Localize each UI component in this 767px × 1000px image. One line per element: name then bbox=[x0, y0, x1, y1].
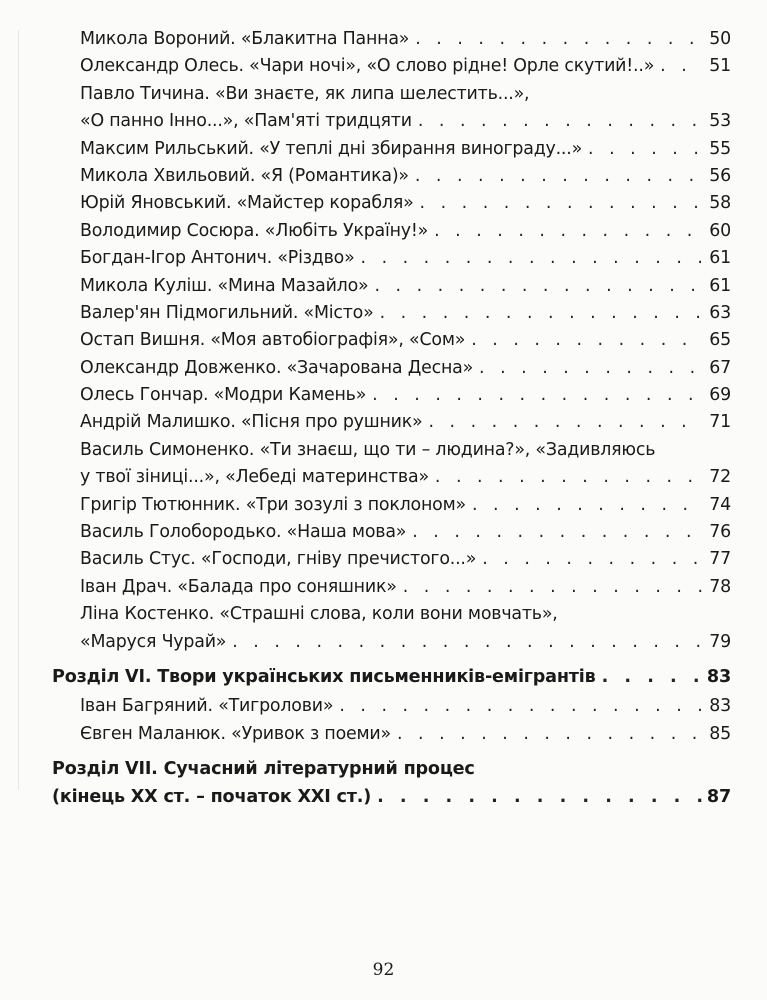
toc-entry[interactable] bbox=[0, 382, 767, 409]
toc-entry[interactable] bbox=[0, 81, 767, 136]
toc-entry-title: Микола Куліш. «Мина Мазайло» bbox=[80, 275, 369, 296]
dot-leader bbox=[434, 218, 703, 245]
section-gap bbox=[0, 811, 767, 813]
toc-line bbox=[0, 327, 767, 354]
toc-page-number: 74 bbox=[709, 494, 731, 515]
toc-line bbox=[0, 756, 767, 783]
toc-line bbox=[0, 492, 767, 519]
dot-leader bbox=[232, 629, 703, 656]
toc-line bbox=[0, 464, 767, 491]
toc-page-number: 55 bbox=[709, 138, 731, 159]
toc-line bbox=[0, 81, 767, 108]
toc-line bbox=[0, 546, 767, 573]
toc-page-number: 83 bbox=[709, 696, 731, 717]
toc-entry-title: Олесь Гончар. «Модри Камень» bbox=[80, 385, 367, 406]
toc-entry-title: Григір Тютюнник. «Три зозулі з поклоном» bbox=[80, 494, 466, 515]
dot-leader bbox=[420, 190, 703, 217]
toc-entry[interactable] bbox=[0, 245, 767, 272]
dot-leader bbox=[418, 108, 703, 135]
dot-leader bbox=[660, 53, 703, 80]
toc-entry[interactable] bbox=[0, 492, 767, 519]
dot-leader bbox=[482, 546, 703, 573]
toc-line bbox=[0, 136, 767, 163]
toc-line bbox=[0, 108, 767, 135]
dot-leader bbox=[479, 355, 703, 382]
table-of-contents bbox=[0, 26, 767, 813]
toc-line bbox=[0, 190, 767, 217]
toc-entry-title: «Маруся Чурай» bbox=[80, 631, 227, 652]
dot-leader bbox=[472, 492, 703, 519]
toc-page-number: 77 bbox=[709, 549, 731, 570]
toc-entry[interactable] bbox=[0, 136, 767, 163]
toc-entry-title: Олександр Довженко. «Зачарована Десна» bbox=[80, 357, 474, 378]
toc-entry[interactable] bbox=[0, 721, 767, 748]
toc-entry[interactable] bbox=[0, 437, 767, 492]
toc-entry-title: Микола Хвильовий. «Я (Романтика)» bbox=[80, 165, 409, 186]
toc-page-number: 76 bbox=[709, 522, 731, 543]
toc-entry-title: Василь Стус. «Господи, гніву пречистого...» bbox=[80, 549, 477, 570]
toc-entry[interactable] bbox=[0, 163, 767, 190]
toc-page-number: 72 bbox=[709, 467, 731, 488]
toc-entry-title: Павло Тичина. «Ви знаєте, як липа шелестить...», bbox=[80, 83, 530, 104]
toc-page-number: 87 bbox=[706, 786, 731, 807]
toc-line bbox=[0, 382, 767, 409]
toc-entry-title: Василь Голобородько. «Наша мова» bbox=[80, 522, 407, 543]
toc-entry[interactable] bbox=[0, 574, 767, 601]
section-gap bbox=[0, 748, 767, 756]
toc-entry[interactable] bbox=[0, 218, 767, 245]
dot-leader bbox=[380, 300, 703, 327]
toc-page-number: 78 bbox=[709, 576, 731, 597]
dot-leader bbox=[588, 136, 703, 163]
toc-line bbox=[0, 53, 767, 80]
toc-entry-title: Валер'ян Підмогильний. «Місто» bbox=[80, 302, 374, 323]
dot-leader bbox=[471, 327, 703, 354]
toc-page-number: 67 bbox=[709, 357, 731, 378]
toc-page-number: 63 bbox=[709, 302, 731, 323]
toc-entry[interactable] bbox=[0, 26, 767, 53]
toc-entry-title: «О панно Інно...», «Пам'яті тридцяти bbox=[80, 111, 412, 132]
toc-entry-title: Ліна Костенко. «Страшні слова, коли вони мовчать», bbox=[80, 604, 558, 625]
toc-entry-title: Максим Рильський. «У теплі дні збирання винограду...» bbox=[80, 138, 583, 159]
toc-entry-title: Василь Симоненко. «Ти знаєш, що ти – людина?», «Задивляюсь bbox=[80, 439, 656, 460]
toc-line bbox=[0, 601, 767, 628]
dot-leader bbox=[602, 664, 703, 691]
toc-line bbox=[0, 218, 767, 245]
dot-leader bbox=[377, 784, 703, 811]
toc-line bbox=[0, 784, 767, 811]
toc-page-number: 79 bbox=[709, 631, 731, 652]
toc-entry-title: Іван Драч. «Балада про соняшник» bbox=[80, 576, 397, 597]
dot-leader bbox=[339, 693, 703, 720]
toc-page-number: 61 bbox=[709, 248, 731, 269]
toc-line bbox=[0, 721, 767, 748]
dot-leader bbox=[397, 721, 703, 748]
toc-entry[interactable] bbox=[0, 546, 767, 573]
toc-line bbox=[0, 629, 767, 656]
toc-entry-title: (кінець XX ст. – початок XXI ст.) bbox=[52, 786, 372, 807]
dot-leader bbox=[412, 519, 703, 546]
toc-page-number: 56 bbox=[709, 165, 731, 186]
toc-entry-title: Юрій Яновський. «Майстер корабля» bbox=[80, 193, 414, 214]
toc-section-heading[interactable] bbox=[0, 664, 767, 691]
dot-leader bbox=[415, 26, 703, 53]
toc-line bbox=[0, 245, 767, 272]
toc-entry[interactable] bbox=[0, 409, 767, 436]
toc-page-number: 85 bbox=[709, 723, 731, 744]
page-number: 92 bbox=[372, 960, 395, 980]
toc-page-number: 60 bbox=[709, 220, 731, 241]
dot-leader bbox=[429, 409, 704, 436]
toc-entry-title: Володимир Сосюра. «Любіть Україну!» bbox=[80, 220, 429, 241]
toc-entry-title: Іван Багряний. «Тигролови» bbox=[80, 696, 334, 717]
toc-entry-title: у твої зіниці...», «Лебеді материнства» bbox=[80, 467, 429, 488]
dot-leader bbox=[372, 382, 703, 409]
toc-entry[interactable] bbox=[0, 190, 767, 217]
toc-entry-title: Розділ VI. Твори українських письменників-емігрантів bbox=[52, 666, 596, 687]
toc-entry-title: Остап Вишня. «Моя автобіографія», «Сом» bbox=[80, 330, 466, 351]
toc-line bbox=[0, 300, 767, 327]
toc-line bbox=[0, 437, 767, 464]
toc-entry[interactable] bbox=[0, 327, 767, 354]
toc-page-number: 58 bbox=[709, 193, 731, 214]
toc-entry[interactable] bbox=[0, 355, 767, 382]
toc-page-number: 65 bbox=[709, 330, 731, 351]
dot-leader bbox=[374, 273, 703, 300]
dot-leader bbox=[403, 574, 703, 601]
toc-entry-title: Богдан-Ігор Антонич. «Різдво» bbox=[80, 248, 355, 269]
toc-page-number: 83 bbox=[706, 666, 731, 687]
toc-entry-title: Євген Маланюк. «Уривок з поеми» bbox=[80, 723, 391, 744]
toc-page-number: 61 bbox=[709, 275, 731, 296]
toc-page-number: 53 bbox=[709, 111, 731, 132]
toc-entry[interactable] bbox=[0, 300, 767, 327]
toc-line bbox=[0, 355, 767, 382]
toc-section-heading[interactable] bbox=[0, 756, 767, 811]
toc-line bbox=[0, 273, 767, 300]
toc-entry[interactable] bbox=[0, 519, 767, 546]
toc-entry[interactable] bbox=[0, 693, 767, 720]
toc-page-number: 69 bbox=[709, 385, 731, 406]
toc-entry-title: Микола Вороний. «Блакитна Панна» bbox=[80, 29, 410, 49]
toc-line bbox=[0, 693, 767, 720]
toc-line bbox=[0, 574, 767, 601]
toc-entry-title: Розділ VII. Сучасний літературний процес bbox=[52, 759, 475, 780]
toc-line bbox=[0, 409, 767, 436]
section-gap bbox=[0, 656, 767, 664]
toc-page-number: 50 bbox=[709, 29, 731, 49]
dot-leader bbox=[435, 464, 703, 491]
toc-line bbox=[0, 26, 767, 53]
toc-line bbox=[0, 163, 767, 190]
toc-page-number: 71 bbox=[709, 412, 731, 433]
dot-leader bbox=[415, 163, 703, 190]
toc-line bbox=[0, 664, 767, 691]
dot-leader bbox=[361, 245, 703, 272]
toc-entry-title: Андрій Малишко. «Пісня про рушник» bbox=[80, 412, 423, 433]
toc-line bbox=[0, 519, 767, 546]
toc-entry[interactable] bbox=[0, 53, 767, 80]
toc-entry[interactable] bbox=[0, 273, 767, 300]
toc-entry-title: Олександр Олесь. «Чари ночі», «О слово рідне! Орле скутий!..» bbox=[80, 56, 655, 77]
toc-entry[interactable] bbox=[0, 601, 767, 656]
toc-page-number: 51 bbox=[709, 56, 731, 77]
